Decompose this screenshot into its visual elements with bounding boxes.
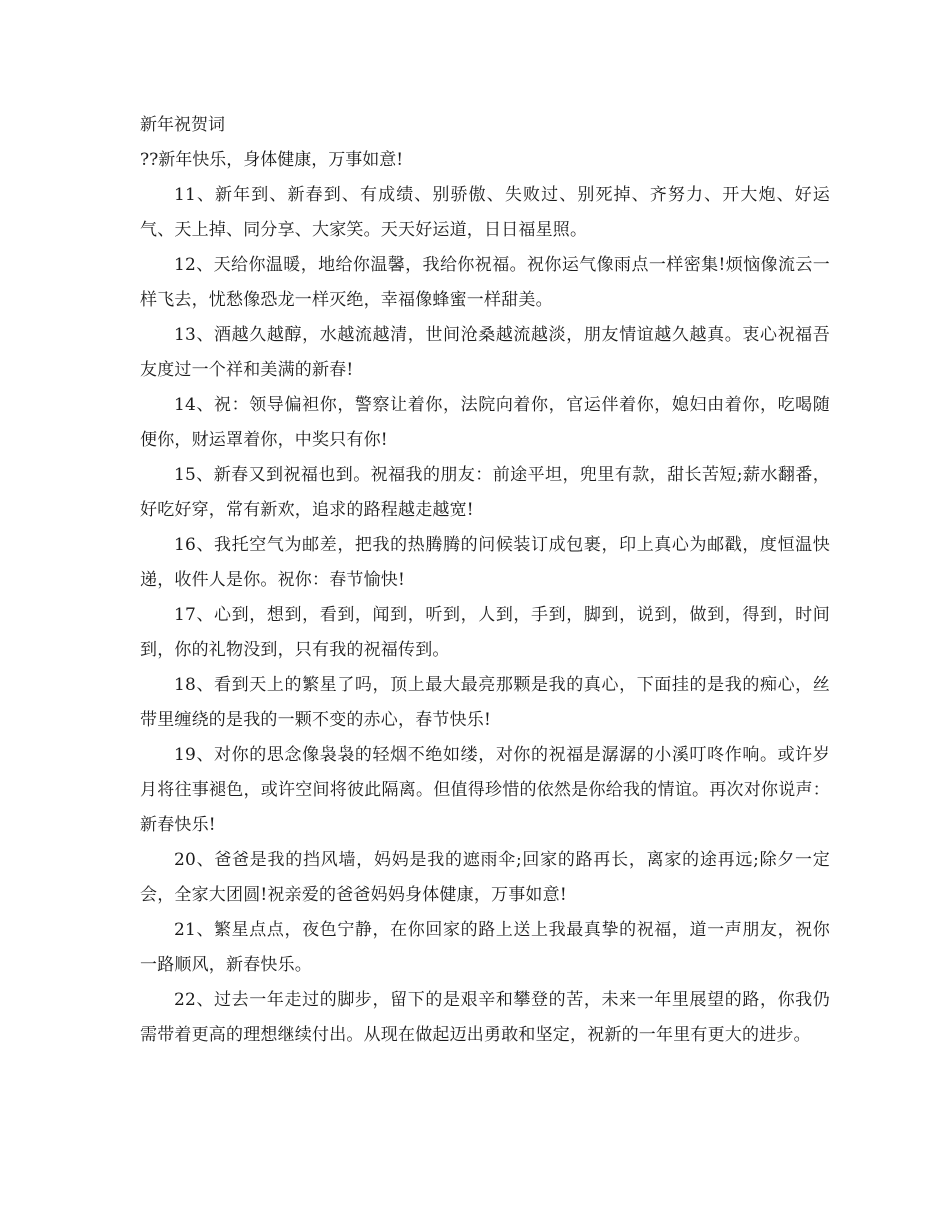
paragraph-18: 18、看到天上的繁星了吗，顶上最大最亮那颗是我的真心，下面挂的是我的痴心，丝带里缠绕的是我的一颗不变的赤心，春节快乐!: [140, 675, 830, 730]
paragraph-16: 16、我托空气为邮差，把我的热腾腾的问候装订成包裹，印上真心为邮戳，度恒温快递，收件人是你。祝你：春节愉快!: [140, 535, 830, 590]
paragraph-11: 11、新年到、新春到、有成绩、别骄傲、失败过、别死掉、齐努力、开大炮、好运气、天上掉、同分享、大家笑。天天好运道，日日福星照。: [140, 185, 830, 240]
document-page: [140, 108, 830, 1053]
paragraph-19: 19、对你的思念像袅袅的轻烟不绝如缕，对你的祝福是潺潺的小溪叮咚作响。或许岁月将往事褪色，或许空间将彼此隔离。但值得珍惜的依然是你给我的情谊。再次对你说声：新春快乐!: [140, 745, 830, 835]
paragraph-17: 17、心到，想到，看到，闻到，听到，人到，手到，脚到，说到，做到，得到，时间到，你的礼物没到，只有我的祝福传到。: [140, 605, 830, 660]
paragraph-13: 13、酒越久越醇，水越流越清，世间沧桑越流越淡，朋友情谊越久越真。衷心祝福吾友度过一个祥和美满的新春!: [140, 325, 830, 380]
document-title: 新年祝贺词: [140, 115, 225, 135]
intro-line: ??新年快乐，身体健康，万事如意!: [140, 150, 404, 170]
paragraph-12: 12、天给你温暖，地给你温馨，我给你祝福。祝你运气像雨点一样密集!烦恼像流云一样飞去，忧愁像恐龙一样灭绝，幸福像蜂蜜一样甜美。: [140, 255, 830, 310]
paragraph-20: 20、爸爸是我的挡风墙，妈妈是我的遮雨伞;回家的路再长，离家的途再远;除夕一定会，全家大团圆!祝亲爱的爸爸妈妈身体健康，万事如意!: [140, 850, 830, 905]
paragraph-22: 22、过去一年走过的脚步，留下的是艰辛和攀登的苦，未来一年里展望的路，你我仍需带着更高的理想继续付出。从现在做起迈出勇敢和坚定，祝新的一年里有更大的进步。: [140, 990, 830, 1045]
paragraph-15: 15、新春又到祝福也到。祝福我的朋友：前途平坦，兜里有款，甜长苦短;薪水翻番，好吃好穿，常有新欢，追求的路程越走越宽!: [140, 465, 830, 520]
paragraph-21: 21、繁星点点，夜色宁静，在你回家的路上送上我最真挚的祝福，道一声朋友，祝你一路顺风，新春快乐。: [140, 920, 830, 975]
paragraph-14: 14、祝：领导偏袒你，警察让着你，法院向着你，官运伴着你，媳妇由着你，吃喝随便你，财运罩着你，中奖只有你!: [140, 395, 830, 450]
